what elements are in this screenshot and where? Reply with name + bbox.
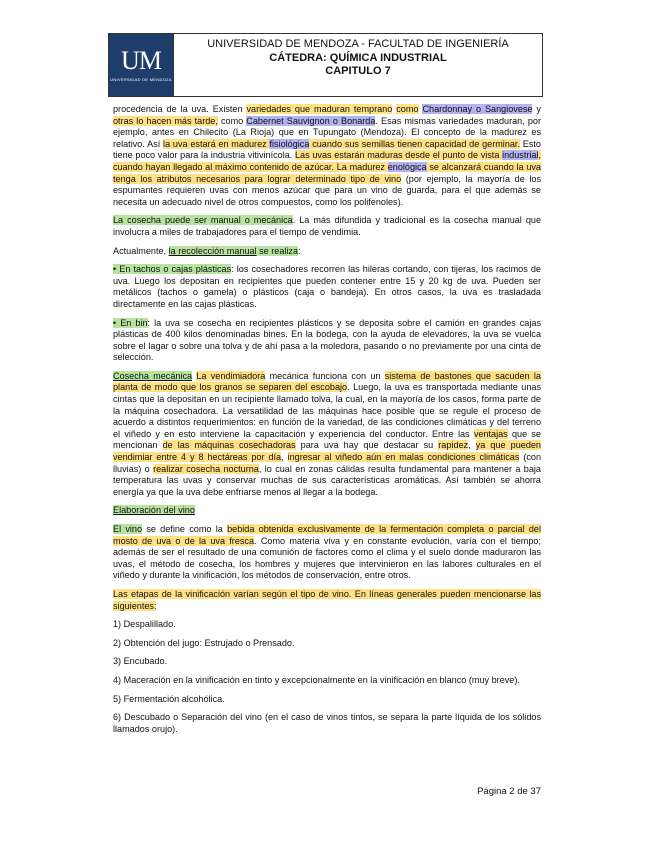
logo-subtext: UNIVERSIDAD DE MENDOZA — [110, 77, 172, 82]
highlight-green: El vino — [113, 524, 143, 534]
highlight-purple: Chardonnay o Sangiovese — [422, 104, 533, 114]
list-item: 1) Despalillado. — [113, 619, 176, 630]
list-item: 3) Encubado. — [113, 656, 168, 667]
page-number: Página 2 de 37 — [477, 786, 541, 797]
highlight-green: En tachos o cajas plásticas — [119, 264, 232, 275]
highlight: rapidez — [438, 440, 469, 451]
list-item: 4) Maceración en la vinificación en tinto y excepcionalmente en la vinificación en blanco (muy breve). — [113, 674, 520, 685]
highlight: de las máquinas cosechadoras — [162, 440, 296, 451]
highlight: cuando sus semillas tienen capacidad de germinar. — [309, 138, 520, 149]
header-text — [174, 34, 542, 96]
paragraph-manual-intro: Actualmente, la recolección manual se realiza: — [113, 245, 301, 256]
list-item: 6) Descubado o Separación del vino (en el caso de vinos tintos, se separa la parte líquida de los sólidos llamados orujo). — [113, 712, 541, 734]
highlight: sistema de bastones que sacuden la planta de modo que los granos se separen del escobajo — [113, 370, 541, 393]
header-university: UNIVERSIDAD DE MENDOZA - FACULTAD DE INGENIERÍA — [207, 38, 509, 50]
highlight: como — [396, 104, 419, 114]
list-item: 5) Fermentación alcohólica. — [113, 693, 225, 704]
highlight: ventajas — [473, 428, 508, 439]
logo-text: UM — [121, 46, 161, 75]
paragraph-bin: • En bin: la uva se cosecha en recipientes plásticos y se deposita sobre el camión en grandes cajas plásticas de 400 kilos denominadas bines. En la bodega, con la ayuda de elevadores, la uva se vuelca sobre el lagar o sobre una tolva y de ahí pasa a la moledora, pasando o no previamente por una cinta de selección. — [113, 317, 541, 363]
paragraph-wine-definition: El vino se define como la bebida obtenida exclusivamente de la fermentación completa o parcial del mosto de uva o de la uva fresca. Como materia viva y en constante evolución, varía con el tiempo; además de ser el resultado de una comunión de factores como el clima y el suelo donde maduraron las uvas, el método de cosecha, los hombres y mujeres que intervinieron en las labores culturales en el viñedo y durante la vinificación, los métodos de conservación, entre otros. — [113, 524, 541, 581]
highlight: variedades que maduran temprano — [246, 104, 393, 114]
highlight-purple: fisiológica — [269, 138, 310, 149]
highlight-green: la recolección manual — [168, 245, 257, 256]
list-item: 2) Obtención del jugo: Estrujado o Prensado. — [113, 637, 295, 648]
highlight: bebida obtenida exclusivamente de la fermentación completa o parcial del mosto de uva o de la uva fresca — [113, 524, 541, 546]
page-header — [108, 33, 543, 97]
highlight: ingresar al viñedo aún en malas condiciones climáticas — [287, 452, 520, 463]
highlight-purple: Cabernet Sauvignon o Bonarda — [246, 115, 376, 126]
highlight: realizar cosecha nocturna — [153, 463, 259, 474]
highlight: , cuando hayan llegado al máximo contenido de azúcar. La madurez — [113, 150, 542, 172]
highlight-purple: enológica — [387, 161, 427, 172]
header-catedra: CÁTEDRA: QUÍMICA INDUSTRIAL — [269, 51, 447, 64]
highlight-green: La cosecha puede ser manual o mecánica — [113, 215, 293, 226]
highlight-green: se realiza — [259, 245, 299, 256]
paragraph-grape-ripeness: procedencia de la uva. Existen variedades que maduran temprano como Chardonnay o Sangiovese y otras lo hacen más tarde, como Cabernet Sauvignon o Bonarda. Esas mismas variedades maduran, por ejemplo, antes en Chilecito (La Rioja) que en Tupungato (Mendoza). El concepto de la madurez es relativo. Así la uva estará en madurez fisiológica cuando sus semillas tienen capacidad de germinar. Esto tiene poco valor para la industria vitivinícola. Las uvas estarán maduras desde el punto de vista industrial, cuando hayan llegado al máximo contenido de azúcar. La madurez enológica se alcanzará cuando la uva tenga los atributos necesarios para lograr determinado tipo de vino (por ejemplo, la mayoría de los espumantes requieren uvas con menos azúcar que para un vino de guarda, para el que además se necesita un adecuado nivel de otros compuestos, como los polifenoles). — [113, 104, 542, 207]
highlight: la uva estará en madurez — [163, 138, 270, 149]
highlight-green: Elaboración del vino — [113, 505, 195, 516]
paragraph-stages-intro — [113, 589, 541, 612]
paragraph-plastic-boxes: • En tachos o cajas plásticas: los cosechadores recorren las hileras cortando, con tijeras, los racimos de uva. Luego los depositan en recipientes que pueden contener entre 15 y 20 kg de uva. Pueden ser metálicos (tachos o gamela) o plásticos (caja o bandeja). En otros casos, la uva es trasladada directamente en las cajas plásticas. — [113, 264, 541, 309]
highlight-purple: industrial — [502, 150, 539, 161]
highlight: otras lo hacen más tarde, — [113, 115, 218, 126]
highlight: ya que pueden vendimiar entre 4 y 8 hectáreas por día — [113, 440, 541, 463]
highlight-green: Cosecha mecánica — [113, 370, 193, 381]
document-body — [113, 104, 541, 742]
paragraph-harvest: La cosecha puede ser manual o mecánica. La más difundida y tradicional es la cosecha manual que involucra a miles de trabajadores para el tiempo de vendimia. — [113, 215, 542, 237]
highlight: se alcanzará cuando la uva tenga los atributos necesarios para lograr determinado tipo de vino — [113, 161, 541, 184]
highlight: Las uvas estarán maduras desde el punto de vista — [295, 150, 503, 161]
header-chapter: CAPITULO 7 — [325, 65, 391, 77]
paragraph-mechanical-harvest: Cosecha mecánica La vendimiadora mecánica funciona con un sistema de bastones que sacuden la planta de modo que los granos se separen del escobajo. Luego, la uva es transportada mediante unas cintas que la depositan en un recipiente llamado tolva, la cual, en la mayoría de los casos, forma parte de la máquina cosechadora. La versatilidad de las máquinas hace posible que se regule el proceso de acuerdo a distintos requerimientos: en función de la variedad, de las condiciones climáticas y del terreno el viñedo y en esto interviene la capacitación y experiencia del conductor. Entre las ventajas que se mencionan de las máquinas cosechadoras para uva hay que destacar su rapidez, ya que pueden vendimiar entre 4 y 8 hectáreas por día, ingresar al viñedo aún en malas condiciones climáticas (con lluvias) o realizar cosecha nocturna, lo cual en zonas cálidas resulta fundamental para mantener a baja temperatura las uvas y conservar muchas de sus características aromáticas. Así también se ahorra energía ya que la uva debe enfriarse menos al llegar a la bodega. — [113, 370, 542, 497]
highlight-green: En bin — [120, 317, 148, 328]
university-logo — [109, 34, 174, 96]
section-heading-wine-making — [113, 505, 541, 517]
highlight: La vendimiadora — [196, 370, 266, 381]
highlight: Las etapas de la vinificación varían según el tipo de vino. En líneas generales pueden mencionarse las siguientes: — [113, 588, 541, 611]
